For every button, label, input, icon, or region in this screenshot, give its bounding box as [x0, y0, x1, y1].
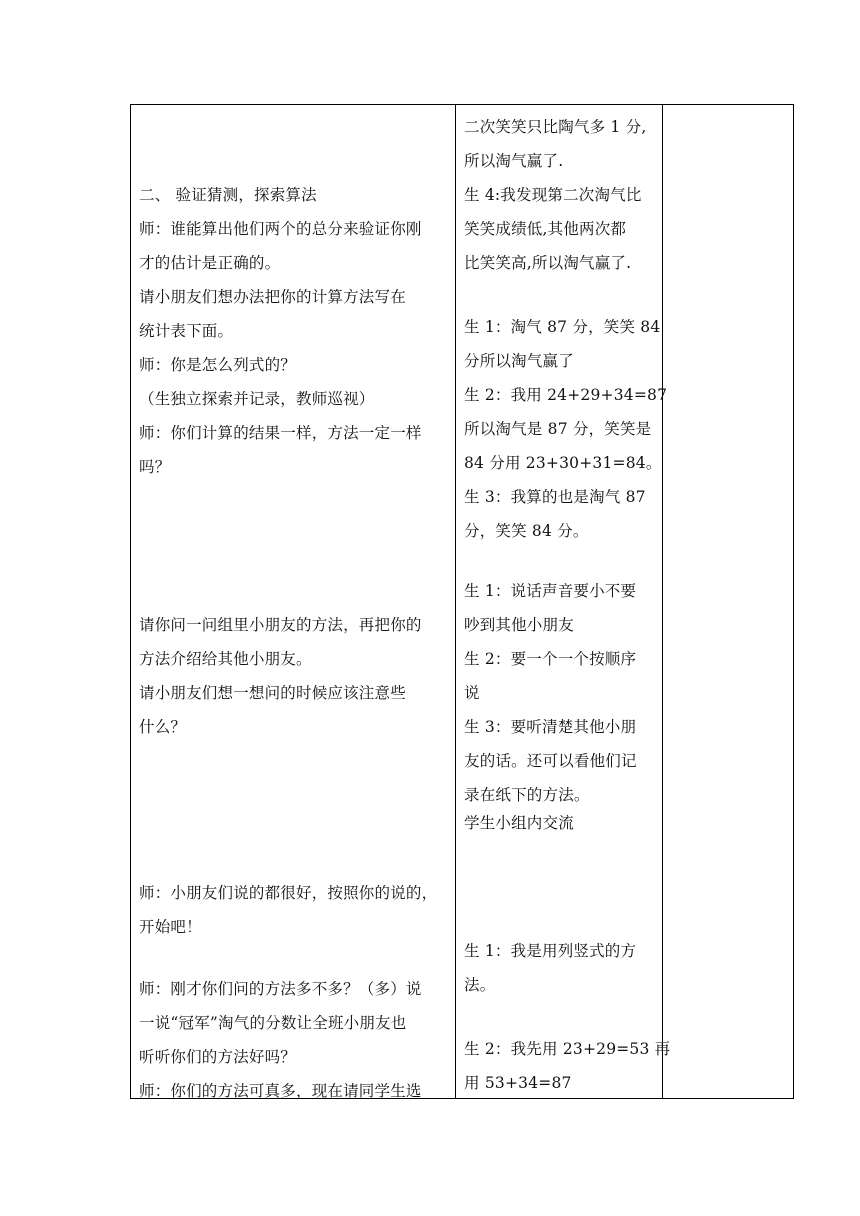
- text-line: 二次笑笑只比陶气多 1 分,: [464, 118, 647, 136]
- text-line: 学生小组内交流: [464, 814, 574, 832]
- text-line: 生 2：我用 24+29+34=87: [464, 386, 668, 404]
- text-line: 师：你们的方法可真多，现在请同学生选: [139, 1082, 422, 1100]
- text-line: （生独立探索并记录，教师巡视）: [139, 390, 375, 408]
- text-line: 开始吧！: [139, 918, 202, 936]
- text-line: 什么？: [139, 718, 187, 736]
- text-line: 生 2：要一个一个按顺序: [464, 650, 637, 668]
- notes-column: [664, 105, 793, 1098]
- text-line: 生 1：说话声音要小不要: [464, 582, 637, 600]
- text-line: 才的估计是正确的。: [139, 254, 281, 272]
- column-divider-2: [662, 105, 663, 1098]
- text-line: 所以淘气赢了.: [464, 152, 564, 170]
- text-line: 生 3：要听清楚其他小朋: [464, 718, 637, 736]
- text-line: 吗？: [139, 458, 171, 476]
- text-line: 笑笑成绩低,其他两次都: [464, 220, 627, 238]
- text-line: 分，笑笑 84 分。: [464, 522, 589, 540]
- text-line: 请小朋友们想一想问的时候应该注意些: [139, 684, 406, 702]
- text-line: 生 1：淘气 87 分，笑笑 84: [464, 318, 661, 336]
- student-activity-column: [458, 105, 671, 1098]
- text-line: 二、 验证猜测，探索算法: [139, 186, 317, 204]
- text-line: 听听你们的方法好吗？: [139, 1048, 297, 1066]
- text-line: 生 1：我是用列竖式的方: [464, 942, 637, 960]
- teacher-activity-column: [131, 105, 456, 1098]
- text-line: 说: [464, 684, 480, 702]
- lesson-plan-table: [130, 104, 794, 1099]
- text-line: 师：刚才你们问的方法多不多？（多）说: [139, 980, 422, 998]
- text-line: 友的话。还可以看他们记: [464, 752, 637, 770]
- text-line: 录在纸下的方法。: [464, 786, 590, 804]
- text-line: 比笑笑高,所以淘气赢了.: [464, 254, 632, 272]
- text-line: 用 53+34=87: [464, 1074, 572, 1092]
- text-line: 师：小朋友们说的都很好，按照你的说的，: [139, 884, 438, 902]
- text-line: 生 3：我算的也是淘气 87: [464, 488, 646, 506]
- text-line: 方法介绍给其他小朋友。: [139, 650, 312, 668]
- text-line: 统计表下面。: [139, 322, 234, 340]
- text-line: 师：你们计算的结果一样，方法一定一样: [139, 424, 422, 442]
- text-line: 生 4:我发现第二次淘气比: [464, 186, 642, 204]
- text-line: 请小朋友们想办法把你的计算方法写在: [139, 288, 406, 306]
- text-line: 分所以淘气赢了: [464, 352, 574, 370]
- text-line: 所以淘气是 87 分，笑笑是: [464, 420, 652, 438]
- text-line: 师：你是怎么列式的？: [139, 356, 297, 374]
- text-line: 师：谁能算出他们两个的总分来验证你刚: [139, 220, 422, 238]
- text-line: 生 2：我先用 23+29=53 再: [464, 1040, 671, 1058]
- text-line: 法。: [464, 976, 496, 994]
- text-line: 84 分用 23+30+31=84。: [464, 454, 662, 472]
- text-line: 请你问一问组里小朋友的方法，再把你的: [139, 616, 422, 634]
- text-line: 吵到其他小朋友: [464, 616, 574, 634]
- text-line: 一说“冠军”淘气的分数让全班小朋友也: [139, 1014, 407, 1032]
